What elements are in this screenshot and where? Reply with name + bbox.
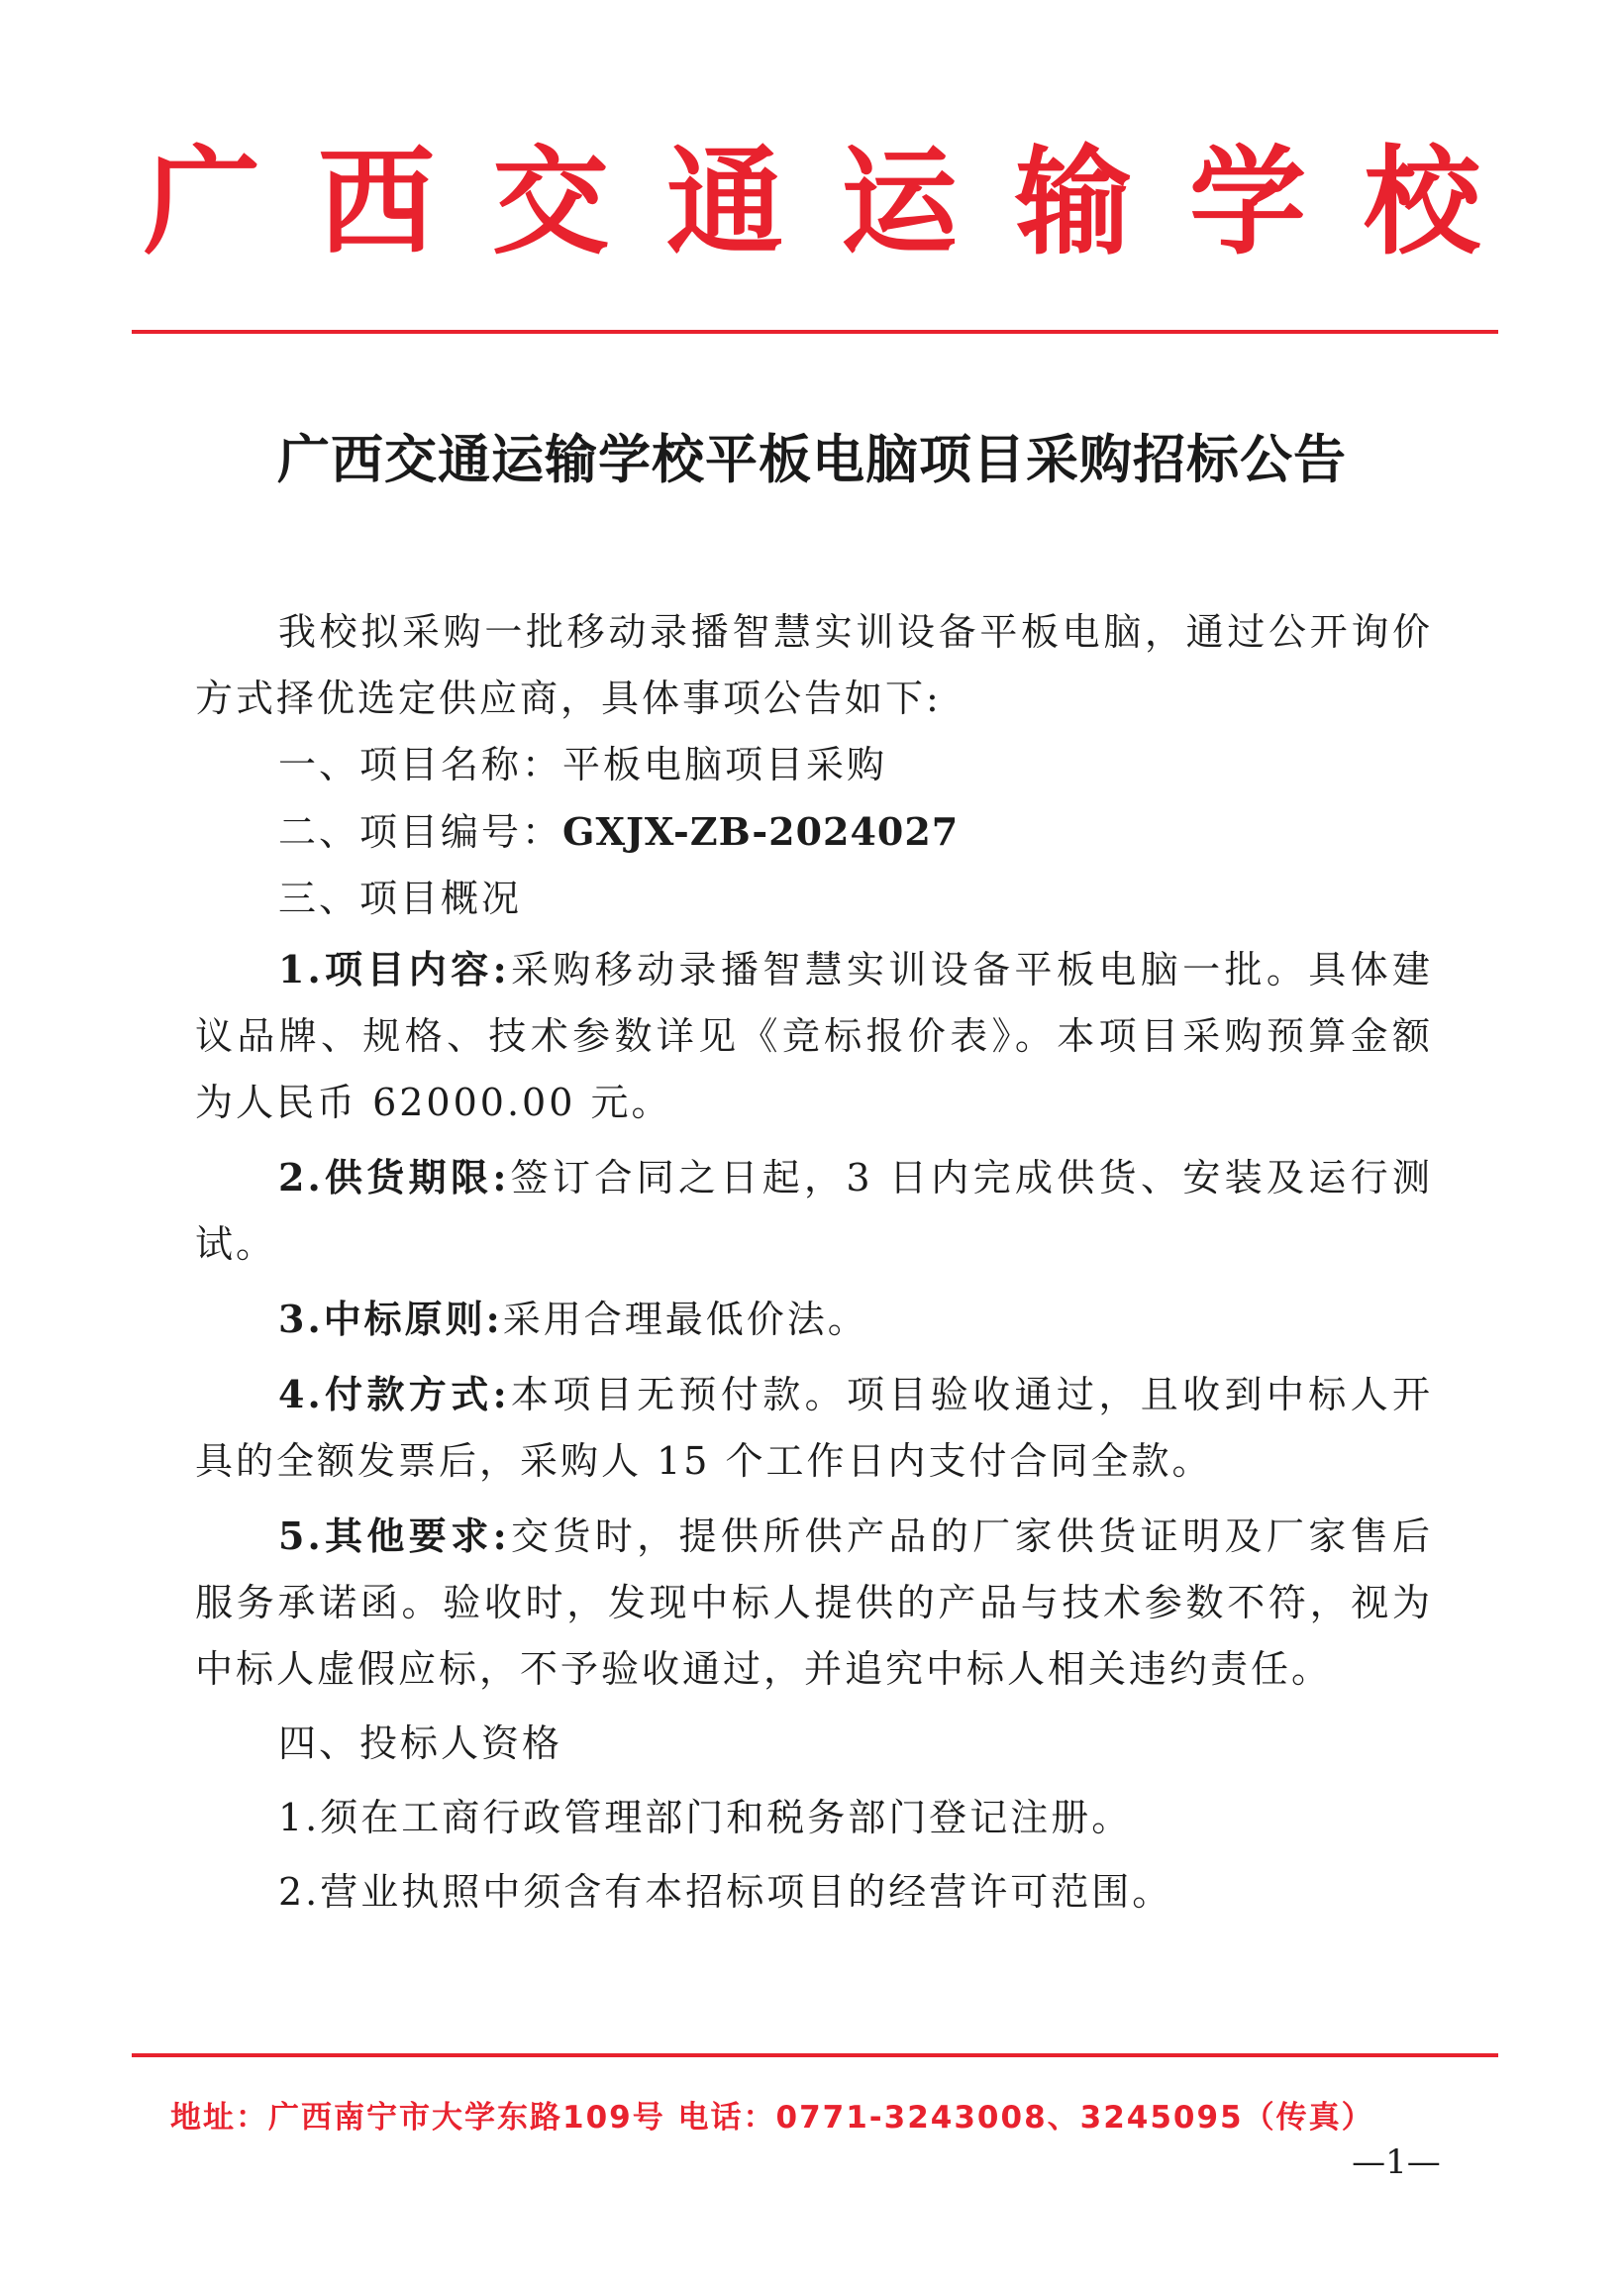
section-project-code-heading: 二、项目编号： <box>278 810 563 854</box>
footer-address: 地址：广西南宁市大学东路109号 电话：0771-3243008、3245095（传真） <box>170 2100 1374 2136</box>
qualification-item-license: 2.营业执照中须含有本招标项目的经营许可范围。 <box>278 1870 1173 1914</box>
overview-item-label: 1.项目内容: <box>278 947 510 991</box>
overview-item-text: 本项目无预付款。项目验收通过，且收到中标人开具的全额发票后，采购人 15 个工作日内支付合同全款。 <box>195 1373 1433 1483</box>
section-bidder-qualification-heading: 四、投标人资格 <box>278 1721 563 1765</box>
qualification-item-registration: 1.须在工商行政管理部门和税务部门登记注册。 <box>278 1796 1133 1839</box>
overview-item-text: 采购移动录播智慧实训设备平板电脑一批。具体建议品牌、规格、技术参数详见《竞标报价表》。本项目采购预算金额为人民币 62000.00 元。 <box>195 948 1433 1124</box>
overview-item-label: 3.中标原则: <box>278 1297 503 1341</box>
section-project-name-value: 平板电脑项目采购 <box>562 743 888 786</box>
overview-item-other-requirements <box>195 1503 1433 1703</box>
document-body <box>195 599 1433 1926</box>
overview-item-label: 2.供货期限: <box>278 1155 510 1199</box>
overview-item-label: 5.其他要求: <box>278 1513 510 1558</box>
overview-item-content <box>195 936 1433 1136</box>
letterhead-school-name: 广西交通运输学校 <box>143 133 1538 270</box>
intro-paragraph: 我校拟采购一批移动录播智慧实训设备平板电脑，通过公开询价方式择优选定供应商，具体事项公告如下: <box>195 610 1433 720</box>
letterhead-divider-top <box>132 330 1498 334</box>
document-title: 广西交通运输学校平板电脑项目采购招标公告 <box>277 429 1347 490</box>
overview-item-delivery <box>195 1144 1433 1278</box>
section-project-name-heading: 一、项目名称： <box>278 743 563 786</box>
section-overview-heading: 三、项目概况 <box>278 877 523 920</box>
overview-item-label: 4.付款方式: <box>278 1372 510 1416</box>
page-number: —1— <box>1352 2142 1441 2182</box>
overview-item-text: 交货时，提供所供产品的厂家供货证明及厂家售后服务承诺函。验收时，发现中标人提供的产品与技术参数不符，视为中标人虚假应标，不予验收通过，并追究中标人相关违约责任。 <box>195 1514 1433 1691</box>
section-project-code-value: GXJX-ZB-2024027 <box>562 809 960 854</box>
overview-item-payment <box>195 1361 1433 1495</box>
footer-divider <box>132 2053 1498 2057</box>
section-project-name <box>195 732 1433 798</box>
overview-item-award-principle <box>195 1286 1433 1353</box>
section-project-code <box>195 798 1433 866</box>
overview-item-text: 签订合同之日起，3 日内完成供货、安装及运行测试。 <box>195 1156 1433 1266</box>
overview-item-text: 采用合理最低价法。 <box>502 1298 868 1341</box>
